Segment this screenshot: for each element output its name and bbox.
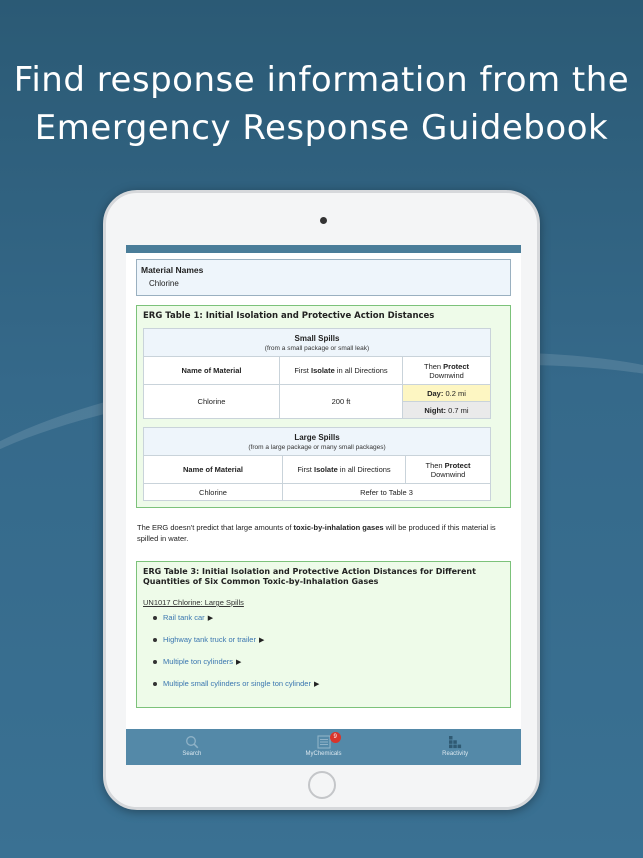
- tab-search[interactable]: [126, 729, 258, 765]
- tab-search-label: Search: [182, 751, 202, 757]
- search-icon: [185, 735, 199, 749]
- col-name-of-material: Name of Material: [144, 456, 283, 484]
- erg-table1-box: [136, 305, 511, 508]
- headline-line-2: Emergency Response Guidebook: [34, 108, 609, 148]
- material-names-box: [136, 259, 511, 296]
- disclosure-arrow-icon: ▶: [258, 637, 265, 644]
- tab-reactivity-label: Reactivity: [442, 751, 469, 757]
- bottom-tab-bar: [126, 729, 521, 765]
- tablet-frame: [103, 190, 540, 810]
- erg-table1-title: ERG Table 1: Initial Isolation and Protective Action Distances: [143, 311, 435, 321]
- refer-table3-cell: Refer to Table 3: [283, 484, 491, 501]
- headline-line-1: Find response information from the: [13, 60, 630, 100]
- promo-headline: [0, 56, 643, 152]
- large-spills-heading: Large Spills (from a large package or many small packages): [144, 428, 491, 456]
- list-icon: [317, 735, 331, 749]
- small-isolate-cell: 200 ft: [280, 385, 403, 419]
- col-isolate: First Isolate in all Directions: [280, 357, 403, 385]
- large-spills-table: [143, 427, 491, 501]
- small-spills-table: [143, 328, 491, 419]
- app-screen: [126, 245, 521, 765]
- day-distance-cell: Day: 0.2 mi: [403, 385, 491, 402]
- link-highway-tank-truck[interactable]: Highway tank truck or trailer ▶: [143, 633, 504, 655]
- tab-reactivity[interactable]: [389, 729, 521, 765]
- reactivity-grid-icon: [448, 735, 462, 749]
- material-names-title: Material Names: [141, 265, 204, 275]
- tab-mychemicals-label: MyChemicals: [305, 751, 342, 757]
- mychemicals-count-badge: 9: [330, 732, 341, 743]
- disclosure-arrow-icon: ▶: [236, 659, 242, 666]
- disclosure-arrow-icon: ▶: [207, 615, 214, 622]
- col-protect: Then Protect Downwind: [406, 456, 491, 484]
- col-protect: Then Protect Downwind: [403, 357, 491, 385]
- link-multiple-ton-cylinders[interactable]: Multiple ton cylinders ▶: [143, 655, 504, 677]
- container-link-list: [143, 611, 504, 699]
- camera-dot: [320, 217, 327, 224]
- erg-table3-title: ERG Table 3: Initial Isolation and Protective Action Distances for Different Quantities of Six Common Toxic-by-Inhalation Gases: [143, 567, 476, 586]
- small-spills-heading: Small Spills (from a small package or small leak): [144, 329, 491, 357]
- un1017-subtitle: UN1017 Chlorine: Large Spills: [143, 598, 244, 607]
- content-area[interactable]: [126, 253, 521, 708]
- erg-table3-box: [136, 561, 511, 708]
- col-isolate: First Isolate in all Directions: [283, 456, 406, 484]
- col-name-of-material: Name of Material: [144, 357, 280, 385]
- top-bar: [126, 245, 521, 253]
- small-material-cell: Chlorine: [144, 385, 280, 419]
- home-button[interactable]: [308, 771, 336, 799]
- night-distance-cell: Night: 0.7 mi: [403, 402, 491, 419]
- tab-mychemicals[interactable]: [258, 729, 390, 765]
- link-small-cylinders[interactable]: Multiple small cylinders or single ton cylinder ▶: [143, 677, 504, 699]
- disclosure-arrow-icon: ▶: [313, 681, 320, 688]
- inhalation-note: The ERG doesn't predict that large amounts of toxic-by-inhalation gases will be produced if this material is spilled in water.: [137, 523, 496, 543]
- large-material-cell: Chlorine: [144, 484, 283, 501]
- material-name-value: Chlorine: [149, 279, 179, 288]
- link-rail-tank-car[interactable]: Rail tank car ▶: [143, 611, 504, 633]
